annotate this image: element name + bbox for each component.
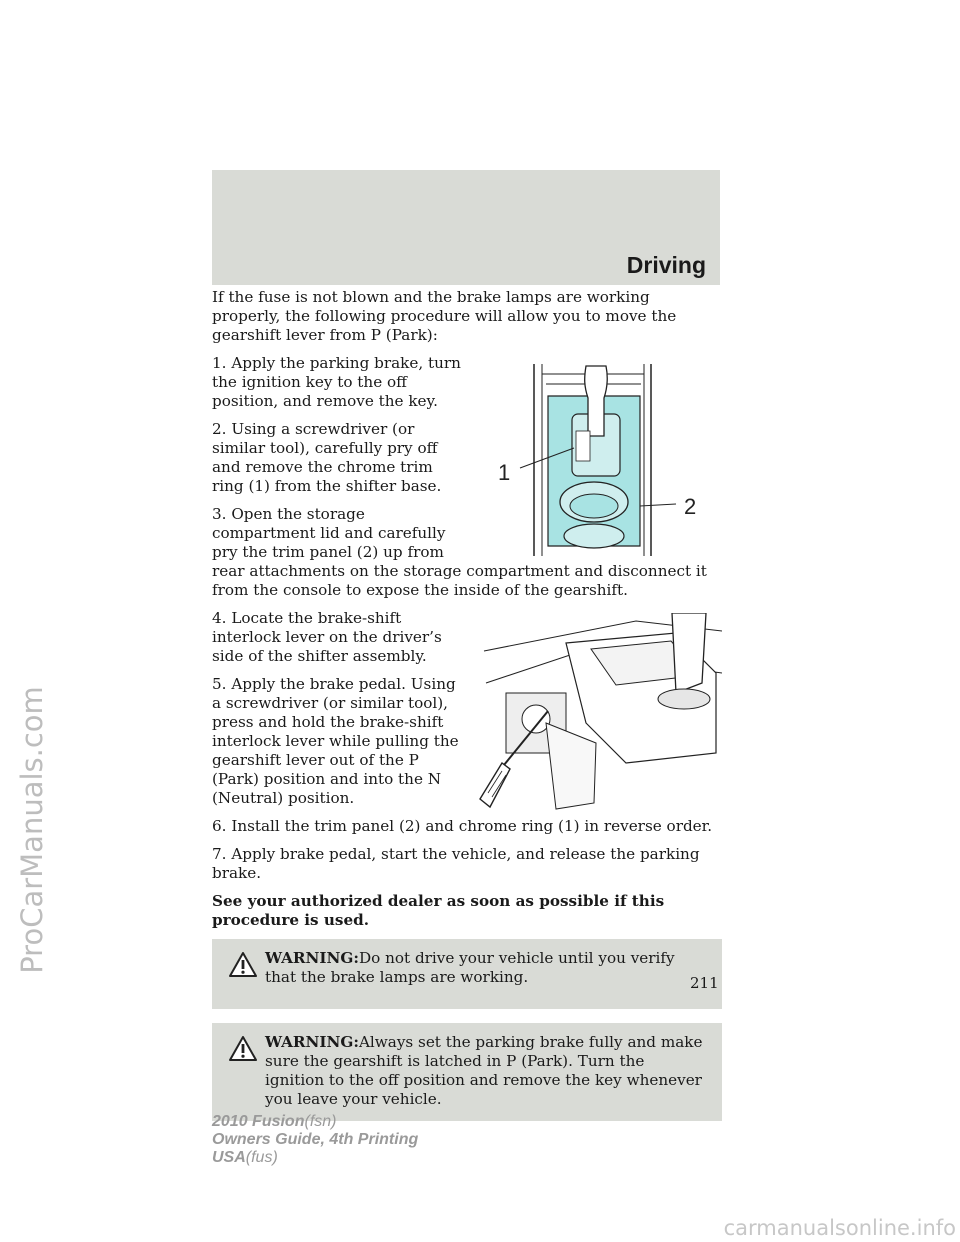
warning-triangle-icon xyxy=(228,951,258,978)
warning-body-1: Do not drive your vehicle until you verify that the brake lamps are working. xyxy=(265,949,675,986)
brake-shift-interlock-figure xyxy=(476,613,722,813)
warning-box-1 xyxy=(212,939,722,1009)
warning-label-2: WARNING: xyxy=(265,1033,359,1051)
footer-model-code: (fsn) xyxy=(304,1113,337,1130)
footer-model: 2010 Fusion xyxy=(212,1113,305,1130)
figure-callout-1: 1 xyxy=(498,460,511,485)
step-3: 3. Open the storage compartment lid and carefully pry the trim panel (2) up from rear attachments on the storage compartment and disconnect it from the console to expose the inside of the gearshift. xyxy=(212,505,707,599)
gearshift-console-figure xyxy=(476,356,722,558)
step-7: 7. Apply brake pedal, start the vehicle, and release the parking brake. xyxy=(212,845,700,882)
section-title: Driving xyxy=(626,252,706,278)
footer-market-code: (fus) xyxy=(245,1149,278,1166)
step-1: 1. Apply the parking brake, turn the ignition key to the off position, and remove the key. xyxy=(212,354,461,410)
footer-line-3 xyxy=(212,1149,418,1167)
warning-text-2 xyxy=(228,1033,706,1109)
footer-line-1 xyxy=(212,1113,418,1131)
intro-paragraph: If the fuse is not blown and the brake lamps are working properly, the following procedure will allow you to move the gearshift lever from P (Park): xyxy=(212,288,677,344)
dealer-note: See your authorized dealer as soon as possible if this procedure is used. xyxy=(212,892,665,929)
figure-callout-2: 2 xyxy=(684,494,697,519)
footer-market: USA xyxy=(212,1149,246,1166)
side-watermark-text: ProCarManuals.com xyxy=(15,686,49,974)
page-number: 211 xyxy=(690,974,719,992)
side-watermark xyxy=(10,480,54,1180)
warning-label-1: WARNING: xyxy=(265,949,359,967)
warning-box-2 xyxy=(212,1023,722,1121)
step-2: 2. Using a screwdriver (or similar tool), carefully pry off and remove the chrome trim ring (1) from the shifter base. xyxy=(212,420,442,495)
step-5: 5. Apply the brake pedal. Using a screwdriver (or similar tool), press and hold the brake-shift interlock lever while pulling the gearshift lever out of the P (Park) position and into the N (Neutral) position. xyxy=(212,675,459,807)
step-4: 4. Locate the brake-shift interlock lever on the driver’s side of the shifter assembly. xyxy=(212,609,442,665)
footer-print-info xyxy=(212,1113,418,1167)
warning-body-2: Always set the parking brake fully and make sure the gearshift is latched in P (Park). Turn the ignition to the off position and remove the key whenever you leave your vehicle. xyxy=(265,1033,703,1108)
warning-text-1 xyxy=(228,949,706,987)
step-6: 6. Install the trim panel (2) and chrome ring (1) in reverse order. xyxy=(212,817,713,835)
footer-line-2: Owners Guide, 4th Printing xyxy=(212,1131,419,1148)
bottom-watermark: carmanualsonline.info xyxy=(723,1216,956,1240)
page-content xyxy=(212,288,722,1135)
section-header-tab xyxy=(212,170,720,285)
warning-triangle-icon xyxy=(228,1035,258,1062)
